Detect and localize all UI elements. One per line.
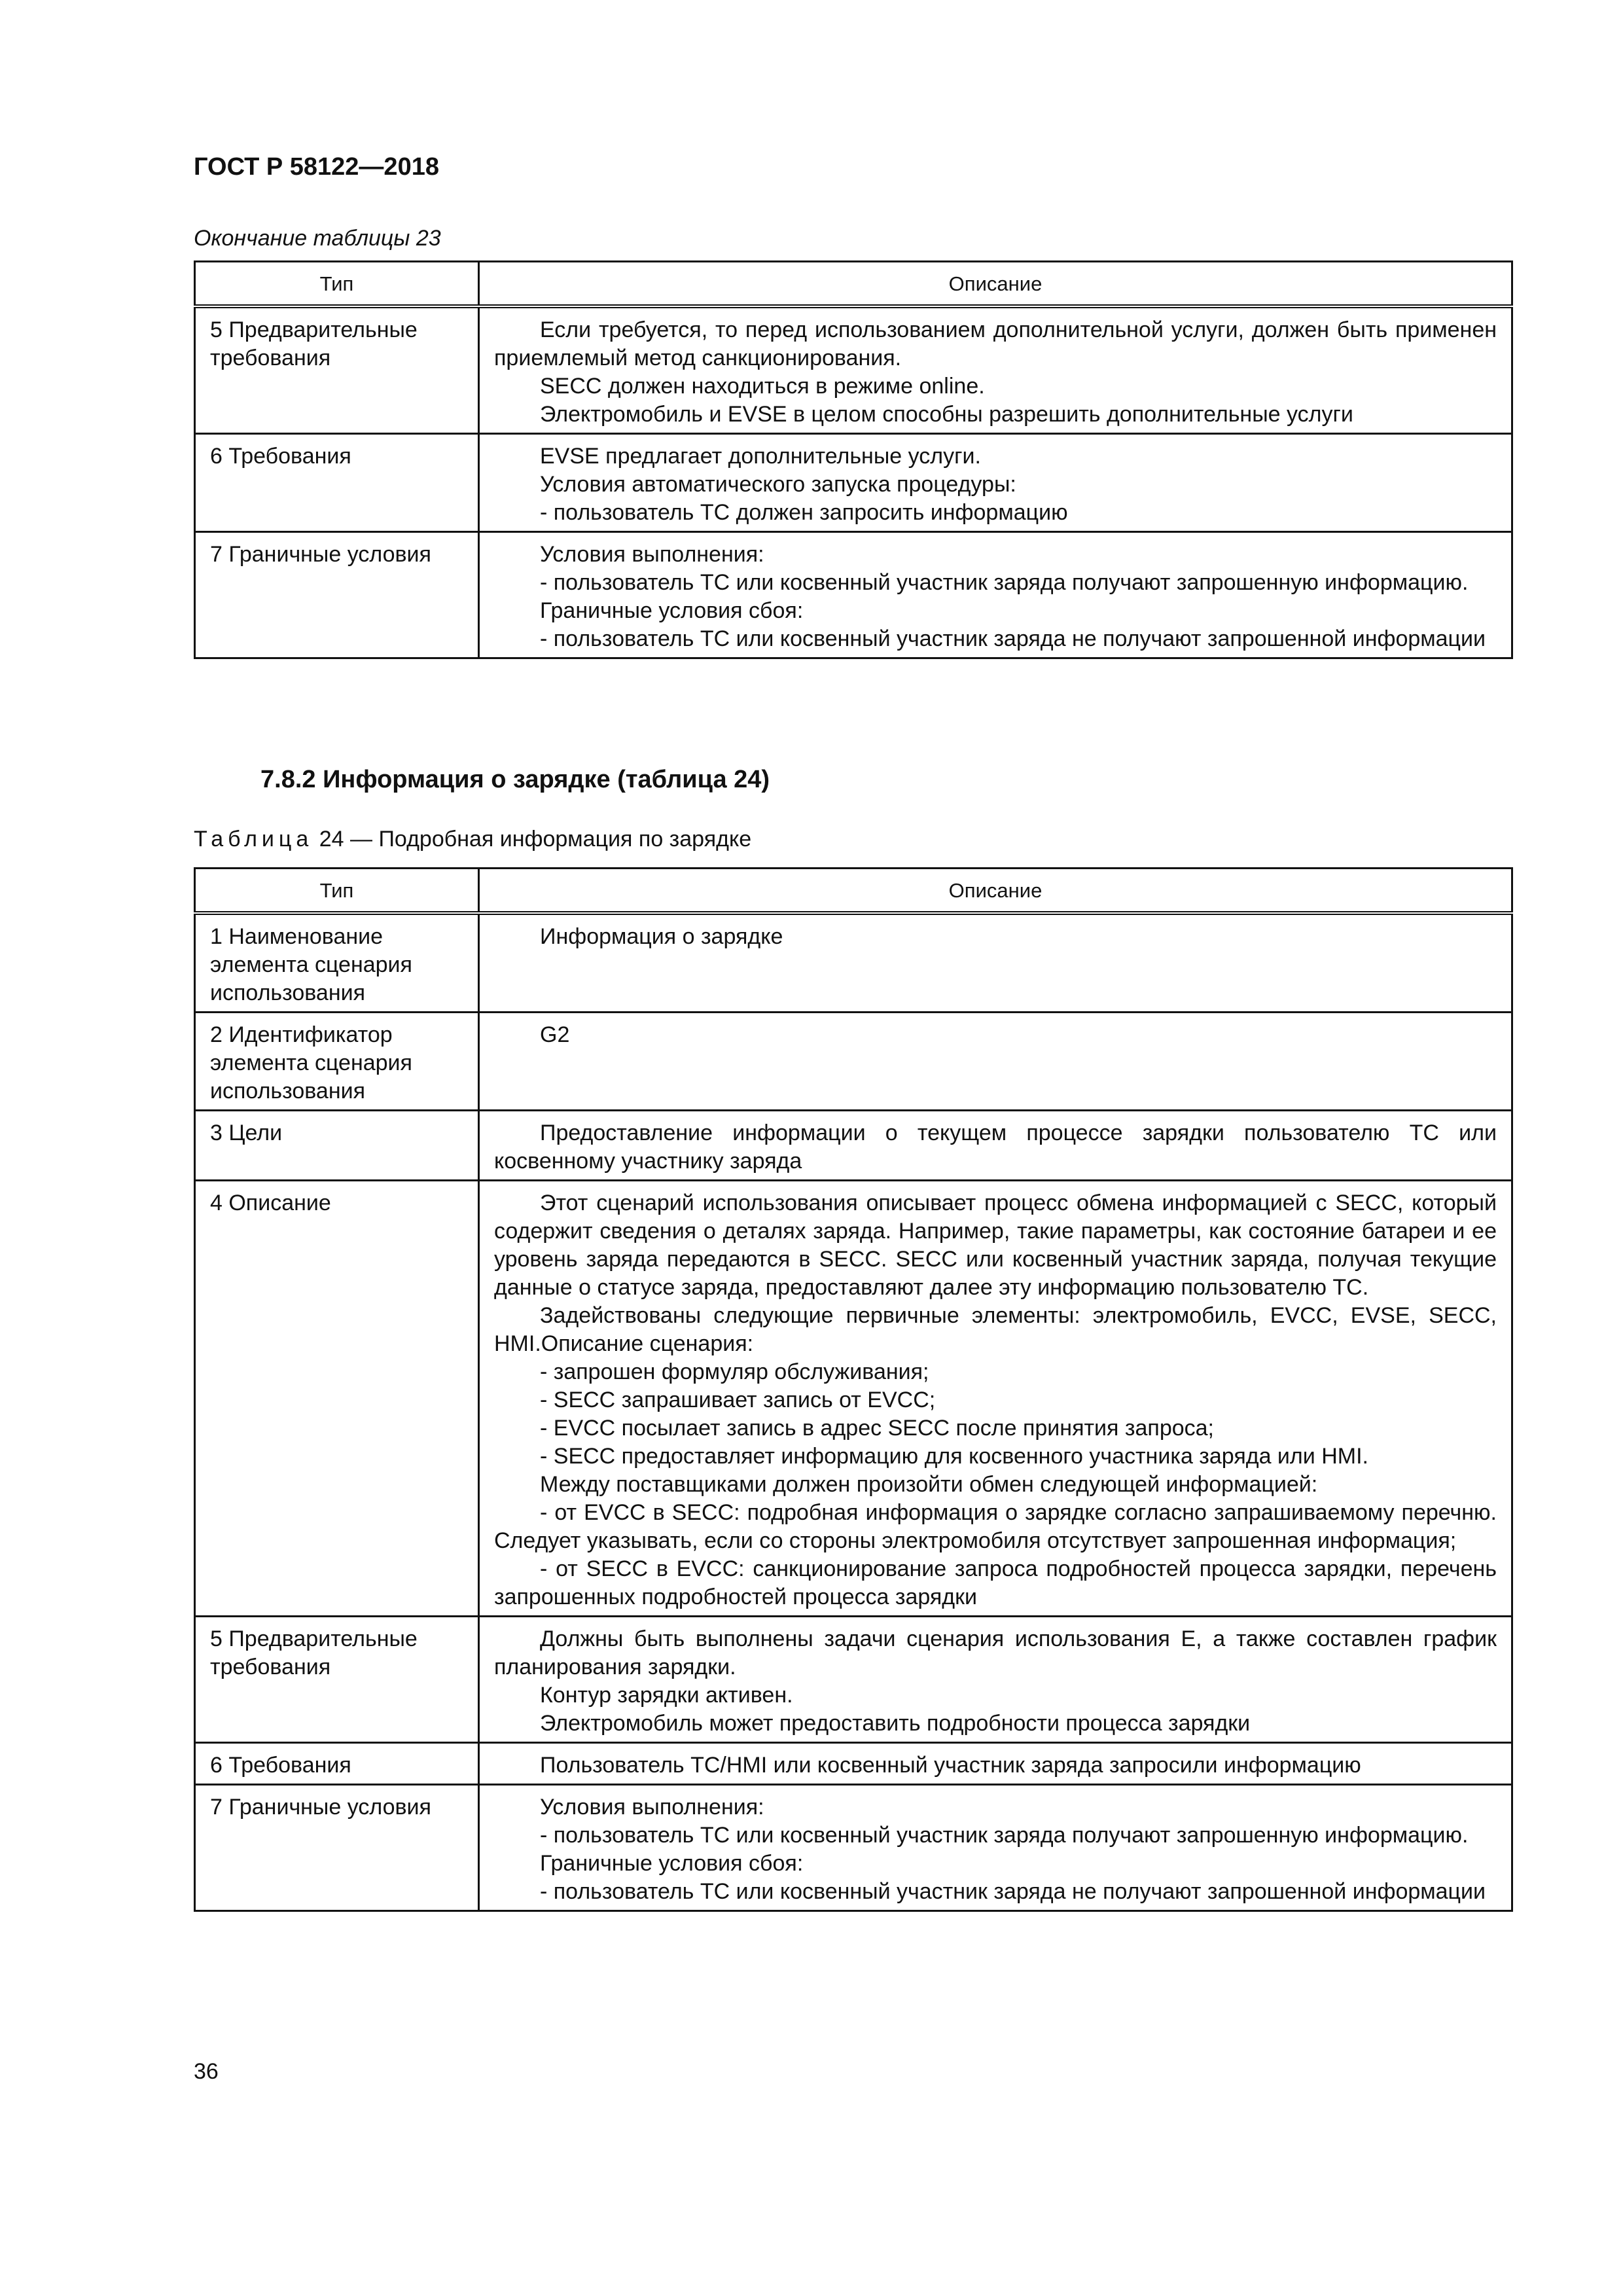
description-line: - SECC предоставляет информацию для косвенного участника заряда или HMI. [540, 1444, 1368, 1469]
row-type-cell: 3 Цели [195, 1111, 479, 1181]
description-line: Предоставление информации о текущем процессе зарядки пользователю ТС или косвенному участнику заряда [494, 1121, 1497, 1174]
description-line: Этот сценарий использования описывает процесс обмена информацией с SECC, который содержит сведения о деталях заряда. Например, такие параметры, как состояние батареи и ее уровень заряда передаются в SECC. SECC или косвенный участник заряда, получая текущие данные о статусе заряда, предоставляют далее эту информацию пользователю ТС. [494, 1191, 1497, 1300]
description-line: Условия выполнения: [540, 1795, 764, 1820]
row-type-cell: 5 Предварительные требования [195, 1617, 479, 1743]
row-type-cell: 2 Идентификатор элемента сценария использования [195, 1013, 479, 1111]
table-24-caption-text: 24 — Подробная информация по зарядке [319, 827, 752, 852]
description-line: Граничные условия сбоя: [540, 598, 804, 623]
description-line: Электромобиль и EVSE в целом способны разрешить дополнительные услуги [540, 402, 1353, 427]
table-row [195, 1785, 1512, 1911]
row-description-cell [479, 1111, 1512, 1181]
description-line: Задействованы следующие первичные элементы: электромобиль, EVCC, EVSE, SECC, HMI.Описание сценария: [494, 1303, 1497, 1356]
description-line: Если требуется, то перед использованием дополнительной услуги, должен быть применен приемлемый метод санкционирования. [494, 317, 1497, 370]
row-type-cell: 1 Наименование элемента сценария использования [195, 913, 479, 1013]
description-line: Электромобиль может предоставить подробности процесса зарядки [540, 1711, 1251, 1736]
description-line: Граничные условия сбоя: [540, 1851, 804, 1876]
table-row [195, 1013, 1512, 1111]
section-heading: 7.8.2 Информация о зарядке (таблица 24) [260, 766, 770, 793]
description-line: EVSE предлагает дополнительные услуги. [540, 444, 981, 469]
description-line: Информация о зарядке [540, 924, 783, 949]
table-row [195, 1617, 1512, 1743]
table-row [195, 1743, 1512, 1785]
table-row [195, 1111, 1512, 1181]
page-number: 36 [194, 2059, 219, 2084]
description-line: - пользователь ТС должен запросить информацию [540, 500, 1068, 525]
description-line: Должны быть выполнены задачи сценария использования Е, а также составлен график планирования зарядки. [494, 1626, 1497, 1679]
description-line: Условия автоматического запуска процедуры: [540, 472, 1016, 497]
row-description-cell [479, 1785, 1512, 1911]
row-description-cell [479, 1743, 1512, 1785]
row-description-cell [479, 913, 1512, 1013]
description-line: - EVCC посылает запись в адрес SECC после принятия запроса; [540, 1416, 1214, 1441]
description-line: G2 [540, 1022, 570, 1047]
table-row [195, 306, 1512, 434]
description-line: - от SECC в EVCC: санкционирование запроса подробностей процесса зарядки, перечень запрошенных подробностей процесса зарядки [494, 1556, 1497, 1609]
row-type-cell: 7 Граничные условия [195, 532, 479, 658]
row-description-cell [479, 532, 1512, 658]
table-24-caption [194, 827, 751, 852]
description-line: - пользователь ТС или косвенный участник заряда получают запрошенную информацию. [540, 1823, 1469, 1848]
description-line: SECC должен находиться в режиме online. [540, 374, 985, 399]
table-row [195, 434, 1512, 532]
row-description-cell [479, 1181, 1512, 1617]
column-header-description: Описание [479, 869, 1512, 914]
description-line: Пользователь ТС/HMI или косвенный участник заряда запросили информацию [540, 1753, 1361, 1778]
column-header-type: Тип [195, 262, 479, 307]
table-label: Таблица [194, 827, 313, 852]
row-type-cell: 6 Требования [195, 1743, 479, 1785]
table-row [195, 532, 1512, 658]
row-type-cell: 5 Предварительные требования [195, 306, 479, 434]
row-type-cell: 6 Требования [195, 434, 479, 532]
description-line: - SECC запрашивает запись от EVCC; [540, 1388, 936, 1412]
description-line: - запрошен формуляр обслуживания; [540, 1359, 929, 1384]
row-description-cell [479, 1013, 1512, 1111]
description-line: Между поставщиками должен произойти обмен следующей информацией: [540, 1472, 1318, 1497]
table-23-caption: Окончание таблицы 23 [194, 226, 441, 251]
document-id: ГОСТ Р 58122—2018 [194, 153, 439, 181]
description-line: Условия выполнения: [540, 542, 764, 567]
description-line: - пользователь ТС или косвенный участник заряда не получают запрошенной информации [540, 626, 1486, 651]
table-24 [194, 867, 1513, 1912]
table-24-body [195, 913, 1512, 1911]
row-description-cell [479, 306, 1512, 434]
table-row [195, 1181, 1512, 1617]
column-header-description: Описание [479, 262, 1512, 307]
description-line: - пользователь ТС или косвенный участник заряда получают запрошенную информацию. [540, 570, 1469, 595]
table-row [195, 913, 1512, 1013]
row-type-cell: 4 Описание [195, 1181, 479, 1617]
description-line: - пользователь ТС или косвенный участник заряда не получают запрошенной информации [540, 1879, 1486, 1904]
description-line: - от EVCC в SECC: подробная информация о зарядке согласно запрашиваемому перечню. Следует указывать, если со стороны электромобиля отсутствует запрошенная информация; [494, 1500, 1497, 1553]
row-description-cell [479, 434, 1512, 532]
row-description-cell [479, 1617, 1512, 1743]
table-23 [194, 260, 1513, 659]
description-line: Контур зарядки активен. [540, 1683, 793, 1708]
column-header-type: Тип [195, 869, 479, 914]
row-type-cell: 7 Граничные условия [195, 1785, 479, 1911]
table-23-body [195, 306, 1512, 658]
